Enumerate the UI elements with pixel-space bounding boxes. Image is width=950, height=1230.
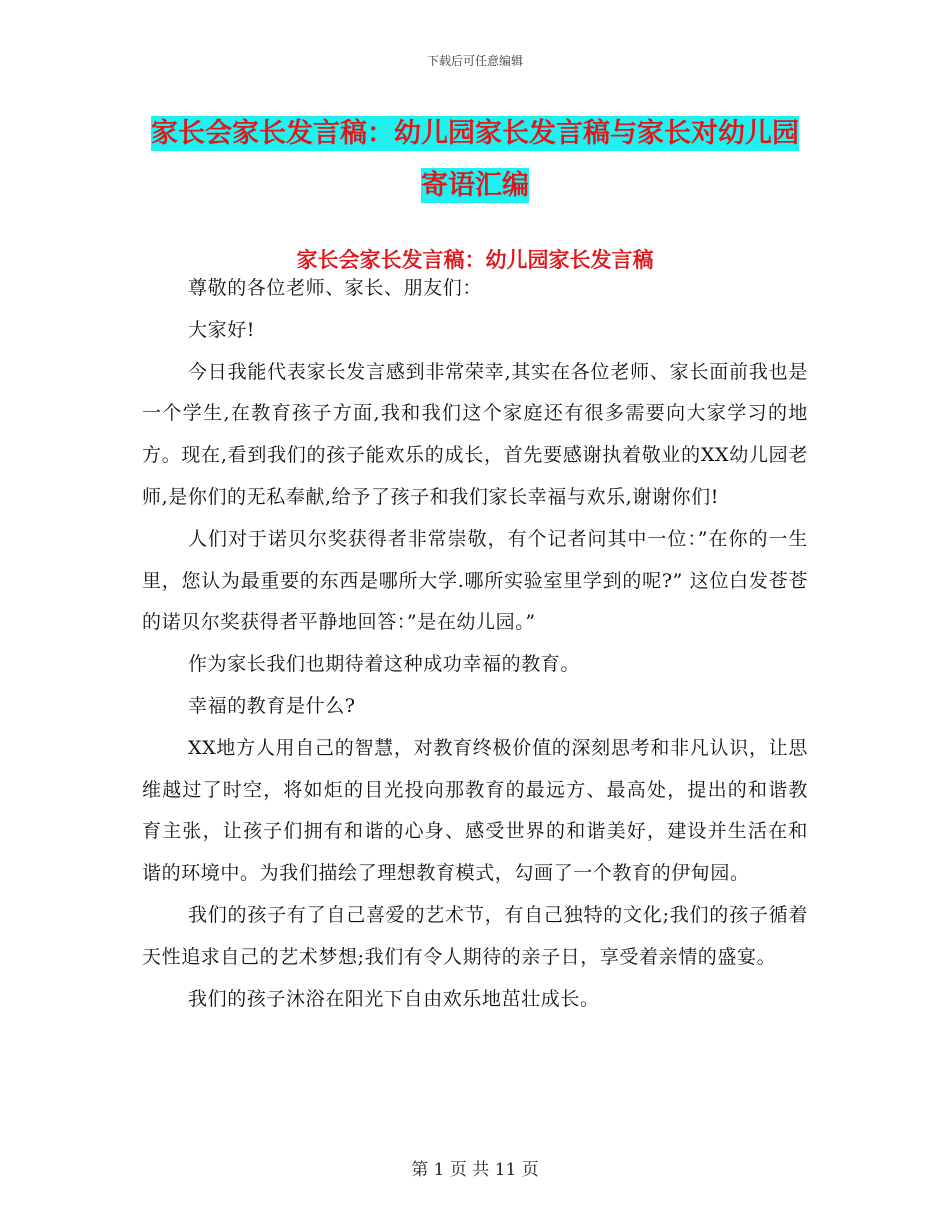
document-title-text: 家长会家长发言稿：幼儿园家长发言稿与家长对幼儿园寄语汇编: [151, 118, 799, 201]
paragraph: 我们的孩子沐浴在阳光下自由欢乐地茁壮成长。: [188, 987, 600, 1010]
page-number: 第 1 页 共 11 页: [411, 1160, 539, 1180]
document-title: [150, 108, 800, 212]
paragraph: 作为家长我们也期待着这种成功幸福的教育。: [188, 653, 581, 676]
paragraph-hello: 大家好!: [188, 318, 256, 341]
paragraph-greeting: 尊敬的各位老师、家长、朋友们：: [188, 277, 483, 299]
paragraph: 我们的孩子有了自己喜爱的艺术节，有自己独特的文化;我们的孩子循着天性追求自己的艺术梦想;我们有令人期待的亲子日，享受着亲情的盛宴。: [142, 903, 808, 968]
document-body: [142, 268, 808, 1020]
section-title: 家长会家长发言稿：幼儿园家长发言稿: [296, 248, 654, 272]
page-header-note: 下载后可任意编辑: [426, 54, 523, 68]
paragraph: 今日我能代表家长发言感到非常荣幸,其实在各位老师、家长面前我也是一个学生,在教育孩子方面,我和我们这个家庭还有很多需要向大家学习的地方。现在,看到我们的孩子能欢乐的成长，首先要感谢执着敬业的XX幼儿园老师,是你们的无私奉献,给予了孩子和我们家长幸福与欢乐,谢谢你们!: [142, 360, 808, 508]
paragraph: 人们对于诺贝尔奖获得者非常崇敬，有个记者问其中一位：”在你的一生里，您认为最重要的东西是哪所大学.哪所实验室里学到的呢?” 这位白发苍苍的诺贝尔奖获得者平静地回答：”是在幼儿园。”: [142, 527, 808, 634]
paragraph: XX地方人用自己的智慧，对教育终极价值的深刻思考和非凡认识，让思维越过了时空，将如炬的目光投向那教育的最远方、最高处，提出的和谐教育主张，让孩子们拥有和谐的心身、感受世界的和谐美好，建设并生活在和谐的环境中。为我们描绘了理想教育模式，勾画了一个教育的伊甸园。: [142, 736, 808, 885]
paragraph: 幸福的教育是什么?: [188, 694, 356, 717]
